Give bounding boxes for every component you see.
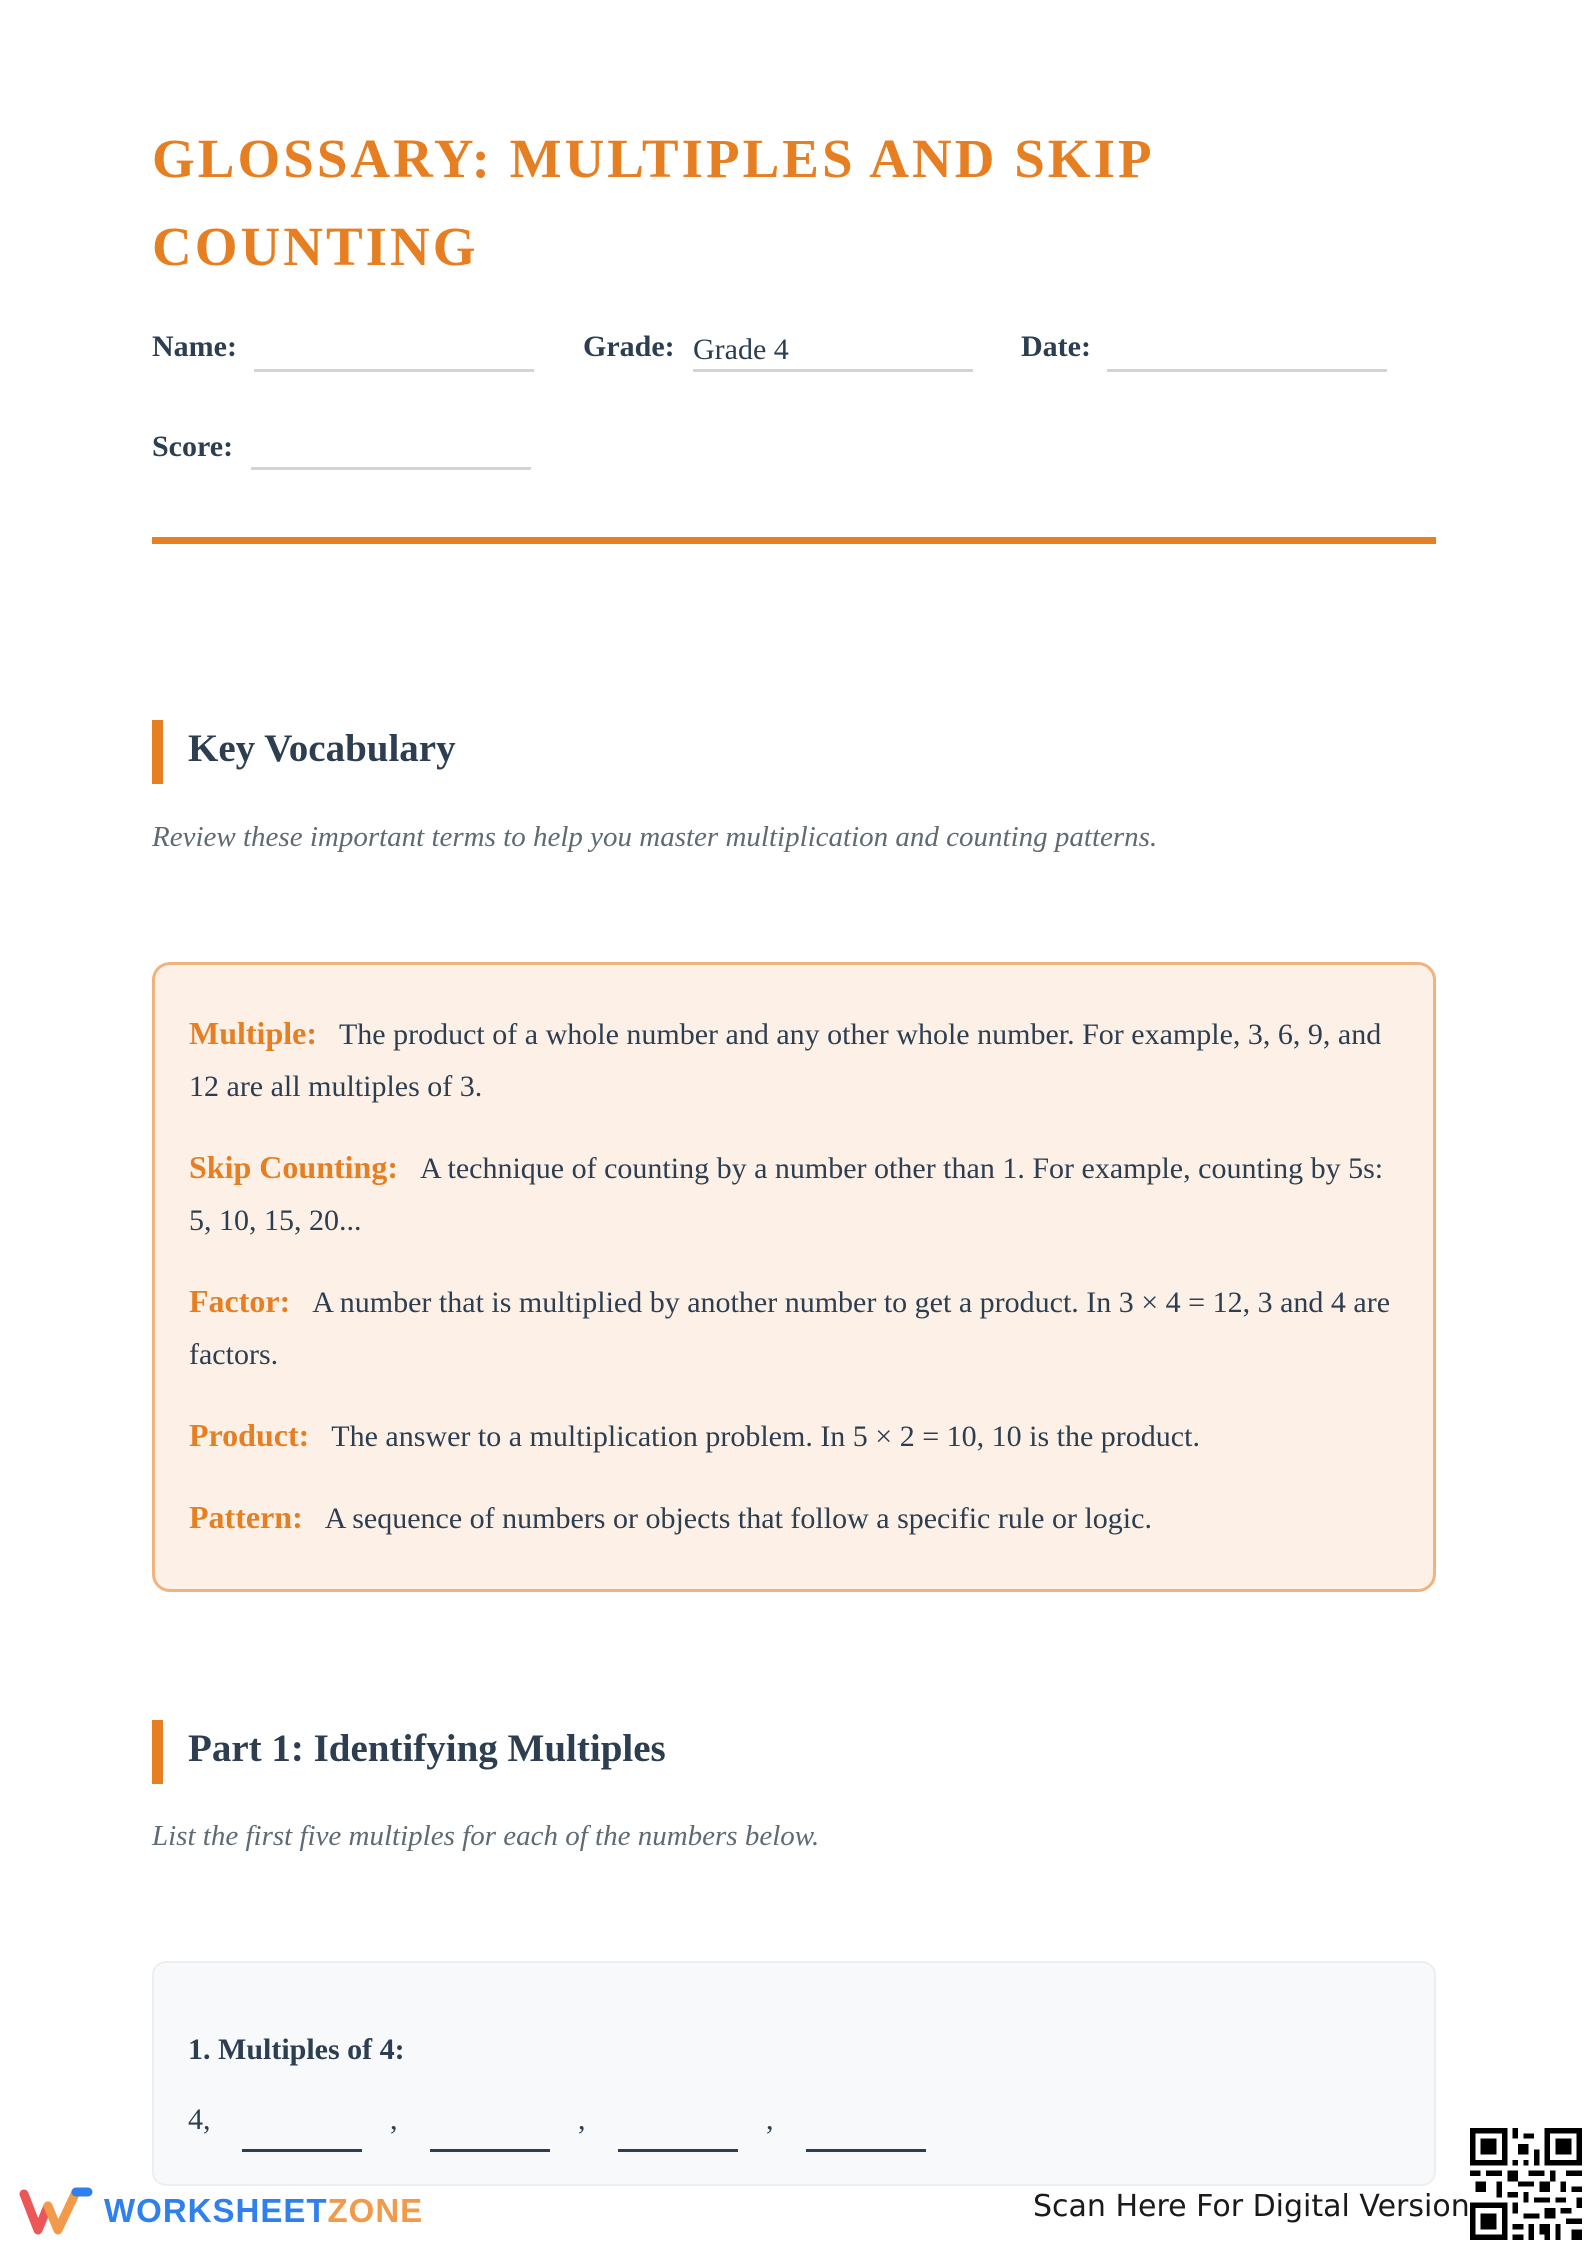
- answer-blank[interactable]: [618, 2149, 738, 2152]
- answer-blank[interactable]: [806, 2149, 926, 2152]
- part1-section-title: Part 1: Identifying Multiples: [188, 1727, 666, 1770]
- date-label: Date:: [1021, 330, 1091, 363]
- scan-caption: Scan Here For Digital Version: [1033, 2189, 1470, 2224]
- grade-field[interactable]: [693, 369, 973, 372]
- vocab-definition: A technique of counting by a number other than 1. For example, counting by 5s: 5, 10, 15, 20...: [189, 1152, 1384, 1237]
- part1-instructions: List the first five multiples for each of the numbers below.: [152, 1820, 820, 1852]
- vocab-term: Skip Counting:: [189, 1149, 398, 1185]
- page-title: GLOSSARY: MULTIPLES AND SKIP COUNTING: [152, 128, 1152, 277]
- vocab-definition: The product of a whole number and any other whole number. For example, 3, 6, 9, and 12 are all multiples of 3.: [189, 1018, 1382, 1103]
- vocab-item-factor: [189, 1275, 1399, 1381]
- vocab-item-product: [189, 1409, 1399, 1463]
- vocab-definition: A number that is multiplied by another number to get a product. In 3 × 4 = 12, 3 and 4 are factors.: [189, 1286, 1391, 1371]
- vocab-term: Factor:: [189, 1283, 291, 1319]
- vocab-definition: The answer to a multiplication problem. In 5 × 2 = 10, 10 is the product.: [331, 1420, 1200, 1453]
- separator: ,: [390, 2103, 398, 2136]
- worksheetzone-logo-icon: [18, 2184, 94, 2238]
- vocab-item-skip-counting: [189, 1141, 1399, 1247]
- vocab-box: [152, 962, 1436, 1592]
- vocab-section-title: Key Vocabulary: [188, 727, 456, 770]
- vocab-section-accent-bar: [152, 720, 163, 784]
- name-label: Name:: [152, 330, 237, 363]
- vocab-instructions: Review these important terms to help you master multiplication and counting patterns.: [152, 821, 1158, 853]
- vocab-term: Pattern:: [189, 1499, 303, 1535]
- vocab-term: Multiple:: [189, 1015, 317, 1051]
- qr-code-icon[interactable]: [1470, 2128, 1582, 2240]
- vocab-term: Product:: [189, 1417, 310, 1453]
- answer-blank[interactable]: [430, 2149, 550, 2152]
- date-field[interactable]: [1107, 369, 1387, 372]
- separator: ,: [766, 2103, 774, 2136]
- header-divider: [152, 537, 1436, 544]
- vocab-definition: A sequence of numbers or objects that follow a specific rule or logic.: [324, 1502, 1152, 1535]
- question-card: [152, 1961, 1436, 2186]
- grade-label: Grade:: [583, 330, 675, 363]
- score-label: Score:: [152, 430, 234, 463]
- brand-name: WORKSHEETZONE: [104, 2192, 424, 2229]
- grade-value: Grade 4: [693, 333, 789, 366]
- vocab-item-pattern: [189, 1491, 1399, 1545]
- brand-logo: [18, 2184, 423, 2238]
- vocab-item-multiple: [189, 1007, 1399, 1113]
- question-title: 1. Multiples of 4:: [188, 2033, 405, 2066]
- part1-section-accent-bar: [152, 1720, 163, 1784]
- separator: ,: [578, 2103, 586, 2136]
- start-value: 4,: [188, 2103, 211, 2136]
- answer-blank[interactable]: [242, 2149, 362, 2152]
- score-field[interactable]: [251, 467, 531, 470]
- name-field[interactable]: [254, 369, 534, 372]
